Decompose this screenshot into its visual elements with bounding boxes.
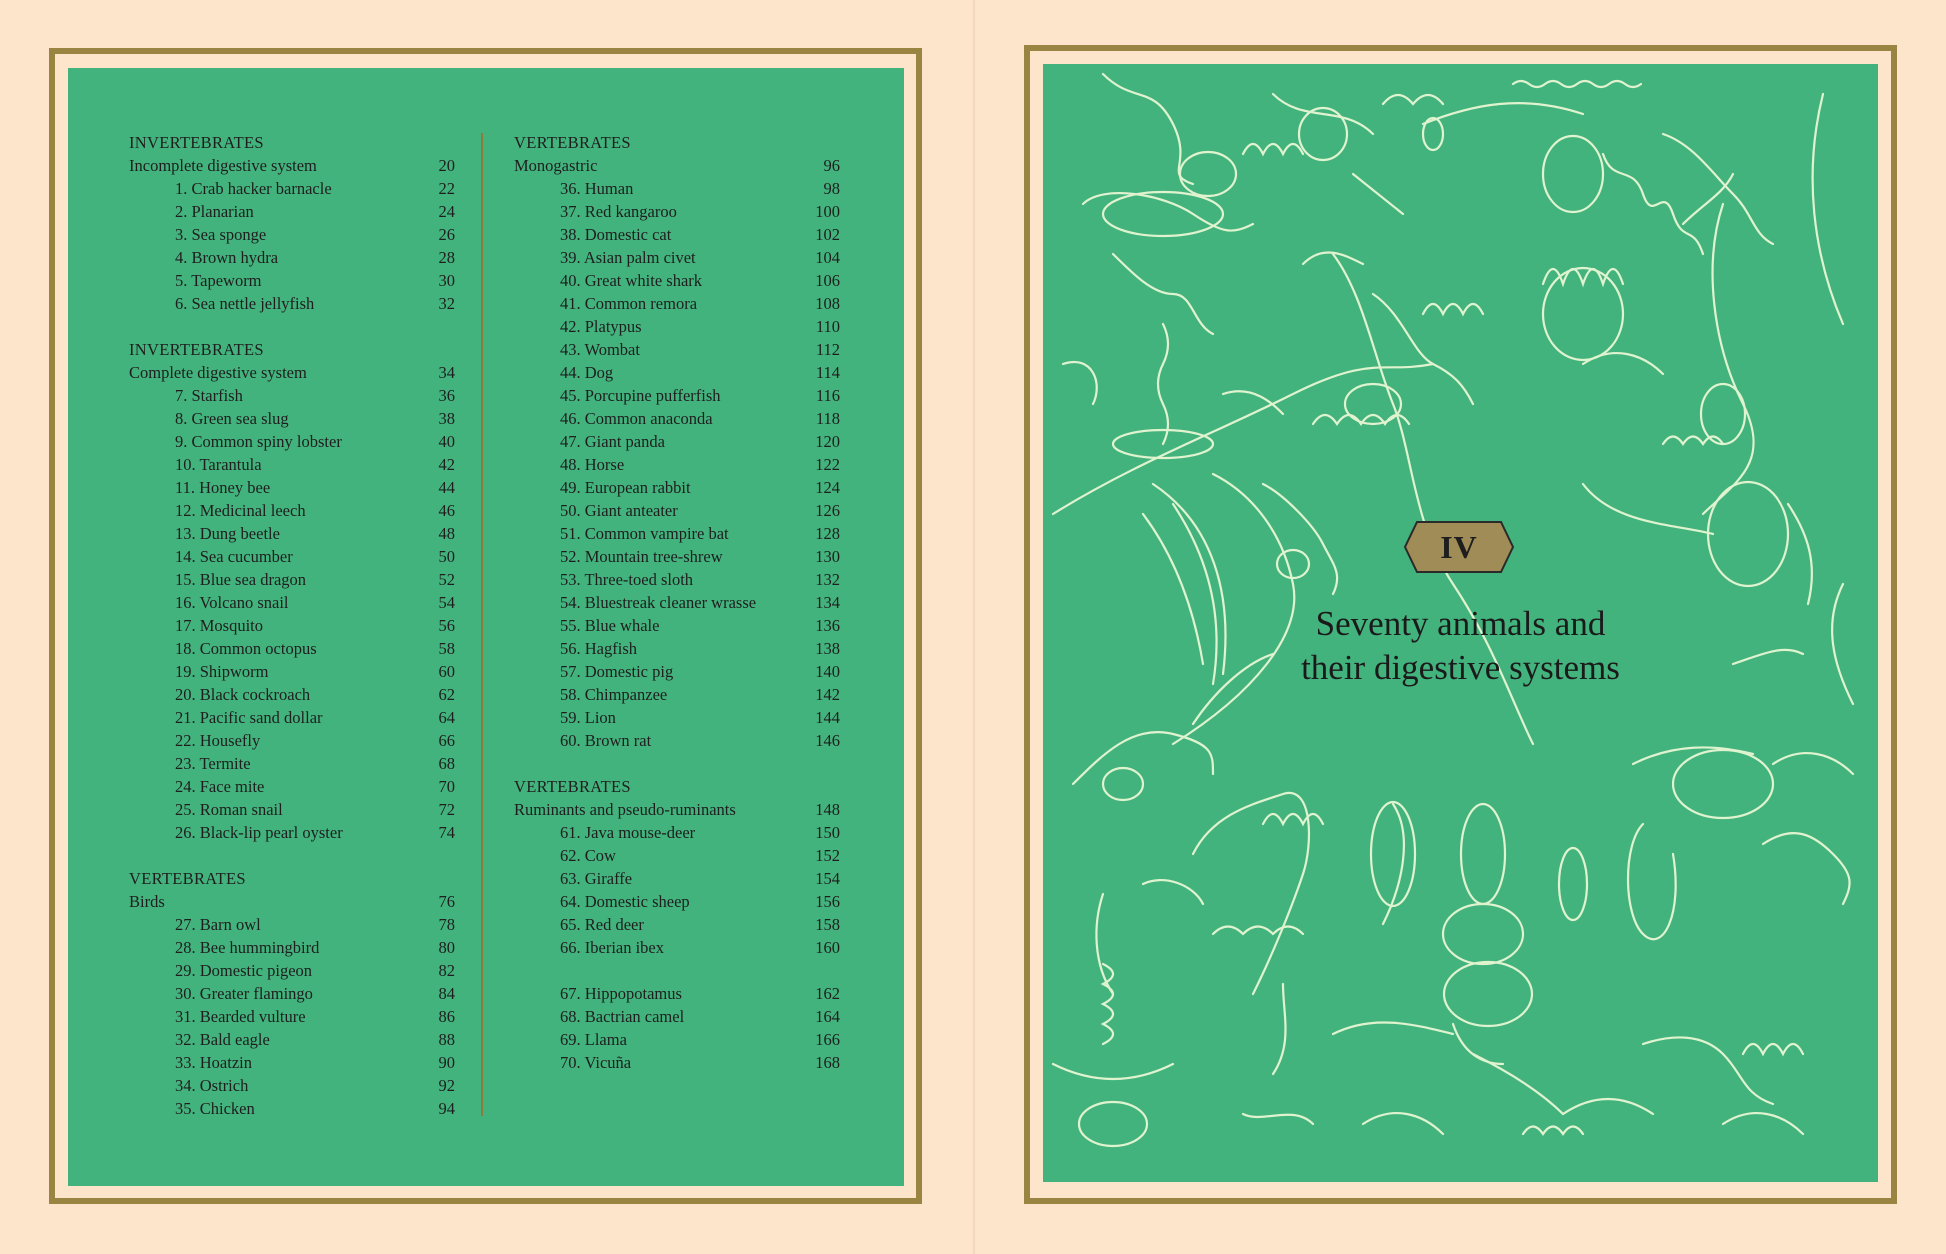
toc-entry[interactable] [514, 844, 840, 867]
toc-page-number: 116 [815, 386, 840, 405]
toc-entry-label: 18. Common octopus [175, 639, 317, 658]
toc-entry[interactable] [514, 292, 840, 315]
toc-entry-label: 39. Asian palm civet [560, 248, 696, 267]
toc-page-number: 100 [815, 202, 840, 221]
toc-entry-label: 10. Tarantula [175, 455, 262, 474]
toc-entry-label: 29. Domestic pigeon [175, 961, 313, 980]
toc-page-number: 132 [815, 570, 840, 589]
toc-subheading-row[interactable] [129, 154, 455, 177]
toc-entry-label: 66. Iberian ibex [560, 938, 665, 957]
toc-section-heading [129, 131, 455, 154]
toc-page-number: 20 [438, 156, 455, 175]
toc-page-number: 90 [438, 1053, 455, 1072]
toc-entry-label: 22. Housefly [175, 731, 261, 750]
toc-entry[interactable] [514, 614, 840, 637]
toc-entry-label: 68. Bactrian camel [560, 1007, 685, 1026]
toc-entry[interactable] [129, 729, 455, 752]
toc-entry[interactable] [129, 959, 455, 982]
toc-page-number: 32 [438, 294, 455, 313]
toc-entry[interactable] [514, 384, 840, 407]
toc-entry[interactable] [129, 200, 455, 223]
toc-entry-label: 17. Mosquito [175, 616, 264, 635]
toc-entry[interactable] [129, 660, 455, 683]
toc-heading-label: VERTEBRATES [129, 869, 246, 888]
toc-page-number: 76 [438, 892, 455, 911]
toc-entry-label: 8. Green sea slug [175, 409, 289, 428]
toc-section [514, 131, 840, 752]
toc-entry-label: 32. Bald eagle [175, 1030, 270, 1049]
toc-entry[interactable] [514, 361, 840, 384]
toc-entry-label: 40. Great white shark [560, 271, 703, 290]
toc-entry-label: 12. Medicinal leech [175, 501, 306, 520]
toc-entry[interactable] [129, 591, 455, 614]
toc-entry-label: 5. Tapeworm [175, 271, 262, 290]
toc-entry[interactable] [514, 453, 840, 476]
book-spine [973, 0, 975, 1254]
toc-entry[interactable] [129, 430, 455, 453]
toc-page-number: 44 [438, 478, 455, 497]
toc-page-number: 82 [438, 961, 455, 980]
toc-page-number: 140 [815, 662, 840, 681]
toc-entry-label: 9. Common spiny lobster [175, 432, 342, 451]
toc-page-number: 68 [438, 754, 455, 773]
toc-page-number: 112 [815, 340, 840, 359]
toc-section-heading [129, 867, 455, 890]
toc-entry[interactable] [514, 867, 840, 890]
toc-entry-label: 19. Shipworm [175, 662, 269, 681]
toc-entry[interactable] [129, 637, 455, 660]
toc-page-number: 102 [815, 225, 840, 244]
toc-page-number: 158 [815, 915, 840, 934]
toc-page-number: 154 [815, 869, 840, 888]
toc-entry[interactable] [129, 1005, 455, 1028]
toc-entry-label: 41. Common remora [560, 294, 698, 313]
toc-entry-label: 60. Brown rat [560, 731, 652, 750]
toc-entry[interactable] [129, 775, 455, 798]
toc-entry-label: 33. Hoatzin [175, 1053, 252, 1072]
toc-entry[interactable] [514, 890, 840, 913]
toc-page-number: 124 [815, 478, 840, 497]
toc-entry-label: 70. Vicuña [560, 1053, 632, 1072]
toc-entry-label: 26. Black-lip pearl oyster [175, 823, 343, 842]
toc-page-number: 136 [815, 616, 840, 635]
toc-entry[interactable] [129, 223, 455, 246]
chapter-number: IV [1440, 529, 1478, 565]
toc-entry-label: 24. Face mite [175, 777, 265, 796]
toc-page-number: 96 [823, 156, 840, 175]
toc-entry[interactable] [129, 913, 455, 936]
toc-entry[interactable] [129, 177, 455, 200]
toc-page-number: 86 [438, 1007, 455, 1026]
toc-page-number: 84 [438, 984, 455, 1003]
toc-page-number: 148 [815, 800, 840, 819]
toc-entry[interactable] [514, 177, 840, 200]
toc-page-number: 26 [438, 225, 455, 244]
toc-entry-label: 63. Giraffe [560, 869, 633, 888]
toc-entry[interactable] [129, 821, 455, 844]
toc-entry[interactable] [129, 614, 455, 637]
toc-entry-label: 36. Human [560, 179, 634, 198]
toc-page-number: 164 [815, 1007, 840, 1026]
toc-entry-label: 6. Sea nettle jellyfish [175, 294, 315, 313]
toc-entry[interactable] [129, 522, 455, 545]
toc-entry[interactable] [514, 499, 840, 522]
toc-entry[interactable] [129, 1028, 455, 1051]
toc-entry-label: 27. Barn owl [175, 915, 261, 934]
toc-entry[interactable] [129, 476, 455, 499]
toc-entry-label: 53. Three-toed sloth [560, 570, 694, 589]
toc-entry[interactable] [514, 269, 840, 292]
toc-entry[interactable] [514, 660, 840, 683]
chapter-title [1223, 602, 1698, 690]
column-divider [481, 133, 483, 1116]
toc-entry[interactable] [514, 200, 840, 223]
toc-page-number: 94 [438, 1099, 455, 1118]
toc-entry[interactable] [514, 522, 840, 545]
toc-entry-label: 34. Ostrich [175, 1076, 249, 1095]
toc-entry-label: 30. Greater flamingo [175, 984, 313, 1003]
toc-page-number: 120 [815, 432, 840, 451]
toc-entry-label: 3. Sea sponge [175, 225, 267, 244]
toc-entry[interactable] [514, 1005, 840, 1028]
toc-entry-label: 61. Java mouse-deer [560, 823, 696, 842]
toc-entry[interactable] [129, 1074, 455, 1097]
toc-page-number: 160 [815, 938, 840, 957]
toc-entry-label: 48. Horse [560, 455, 625, 474]
toc-section-heading [514, 131, 840, 154]
toc-page-number: 58 [438, 639, 455, 658]
toc-entry[interactable] [514, 246, 840, 269]
toc-entry-label: 37. Red kangaroo [560, 202, 677, 221]
toc-page-number: 28 [438, 248, 455, 267]
toc-entry-label: 64. Domestic sheep [560, 892, 690, 911]
toc-section [129, 867, 455, 1120]
toc-page-number: 110 [815, 317, 840, 336]
toc-entry-label: 57. Domestic pig [560, 662, 674, 681]
chapter-title-line-2: their digestive systems [1301, 648, 1620, 687]
toc-page-number: 146 [815, 731, 840, 750]
toc-entry[interactable] [514, 982, 840, 1005]
toc-entry-label: 35. Chicken [175, 1099, 255, 1118]
toc-entry-label: 58. Chimpanzee [560, 685, 668, 704]
toc-page-number: 24 [438, 202, 455, 221]
contents-column-left [129, 131, 455, 1143]
toc-page-number: 48 [438, 524, 455, 543]
toc-section-heading [129, 338, 455, 361]
toc-subheading-label: Monogastric [514, 156, 598, 175]
toc-entry-label: 46. Common anaconda [560, 409, 713, 428]
toc-subheading-row[interactable] [514, 154, 840, 177]
toc-entry-label: 13. Dung beetle [175, 524, 280, 543]
toc-page-number: 156 [815, 892, 840, 911]
toc-section [129, 131, 455, 315]
toc-entry-label: 45. Porcupine pufferfish [560, 386, 721, 405]
toc-page-number: 64 [438, 708, 455, 727]
toc-subheading-label: Complete digestive system [129, 363, 307, 382]
toc-entry-label: 43. Wombat [560, 340, 640, 359]
toc-entry[interactable] [129, 936, 455, 959]
toc-page-number: 42 [438, 455, 455, 474]
toc-section [129, 338, 455, 844]
toc-page-number: 34 [438, 363, 455, 382]
toc-entry-label: 49. European rabbit [560, 478, 691, 497]
contents-column-right [514, 131, 840, 1097]
toc-subheading-label: Incomplete digestive system [129, 156, 317, 175]
chapter-title-line-1: Seventy animals and [1315, 604, 1606, 643]
toc-entry[interactable] [514, 683, 840, 706]
toc-entry[interactable] [514, 476, 840, 499]
toc-entry[interactable] [129, 1097, 455, 1120]
toc-entry[interactable] [514, 637, 840, 660]
toc-page-number: 50 [438, 547, 455, 566]
toc-entry[interactable] [514, 729, 840, 752]
toc-entry[interactable] [514, 1051, 840, 1074]
toc-entry[interactable] [129, 798, 455, 821]
toc-subheading-label: Ruminants and pseudo-ruminants [514, 800, 736, 819]
toc-entry[interactable] [129, 1051, 455, 1074]
toc-page-number: 56 [438, 616, 455, 635]
toc-page-number: 130 [815, 547, 840, 566]
toc-entry-label: 14. Sea cucumber [175, 547, 293, 566]
toc-entry-label: 67. Hippopotamus [560, 984, 682, 1003]
toc-entry-label: 15. Blue sea dragon [175, 570, 307, 589]
toc-entry-label: 11. Honey bee [175, 478, 271, 497]
toc-page-number: 22 [438, 179, 455, 198]
toc-entry-label: 69. Llama [560, 1030, 627, 1049]
toc-page-number: 88 [438, 1030, 455, 1049]
toc-entry-label: 59. Lion [560, 708, 616, 727]
toc-entry-label: 7. Starfish [175, 386, 243, 405]
toc-page-number: 70 [438, 777, 455, 796]
toc-entry[interactable] [129, 568, 455, 591]
toc-page-number: 134 [815, 593, 840, 612]
toc-entry[interactable] [514, 223, 840, 246]
toc-page-number: 168 [815, 1053, 840, 1072]
toc-entry[interactable] [129, 752, 455, 775]
toc-page-number: 30 [438, 271, 455, 290]
toc-entry-label: 28. Bee hummingbird [175, 938, 320, 957]
toc-subheading-row[interactable] [129, 890, 455, 913]
toc-entry-label: 54. Bluestreak cleaner wrasse [560, 593, 757, 612]
toc-entry-label: 25. Roman snail [175, 800, 283, 819]
toc-page-number: 128 [815, 524, 840, 543]
toc-entry-label: 16. Volcano snail [175, 593, 289, 612]
toc-page-number: 66 [438, 731, 455, 750]
toc-page-number: 36 [438, 386, 455, 405]
toc-entry-label: 44. Dog [560, 363, 614, 382]
toc-entry-label: 52. Mountain tree-shrew [560, 547, 723, 566]
toc-entry-label: 31. Bearded vulture [175, 1007, 306, 1026]
toc-entry[interactable] [129, 246, 455, 269]
toc-entry[interactable] [514, 407, 840, 430]
toc-page-number: 38 [438, 409, 455, 428]
toc-entry[interactable] [514, 936, 840, 959]
toc-page-number: 60 [438, 662, 455, 681]
toc-page-number: 138 [815, 639, 840, 658]
toc-entry[interactable] [514, 568, 840, 591]
toc-entry[interactable] [129, 269, 455, 292]
toc-entry-label: 23. Termite [175, 754, 251, 773]
toc-entry[interactable] [514, 1028, 840, 1051]
toc-entry-label: 62. Cow [560, 846, 616, 865]
toc-entry[interactable] [514, 821, 840, 844]
toc-entry[interactable] [514, 706, 840, 729]
toc-entry-label: 4. Brown hydra [175, 248, 279, 267]
toc-entry-label: 47. Giant panda [560, 432, 665, 451]
toc-entry[interactable] [514, 430, 840, 453]
toc-page-number: 162 [815, 984, 840, 1003]
toc-page-number: 78 [438, 915, 455, 934]
toc-page-number: 166 [815, 1030, 840, 1049]
toc-entry-label: 21. Pacific sand dollar [175, 708, 323, 727]
toc-subheading-row[interactable] [129, 361, 455, 384]
toc-gap [514, 959, 840, 982]
toc-page-number: 52 [438, 570, 455, 589]
toc-entry-label: 50. Giant anteater [560, 501, 678, 520]
toc-entry-label: 56. Hagfish [560, 639, 637, 658]
toc-entry[interactable] [129, 292, 455, 315]
toc-page-number: 142 [815, 685, 840, 704]
toc-page-number: 40 [438, 432, 455, 451]
toc-page-number: 98 [823, 179, 840, 198]
toc-entry-label: 1. Crab hacker barnacle [175, 179, 332, 198]
toc-heading-label: INVERTEBRATES [129, 340, 264, 359]
toc-heading-label: INVERTEBRATES [129, 133, 264, 152]
toc-heading-label: VERTEBRATES [514, 777, 631, 796]
toc-entry-label: 2. Planarian [175, 202, 254, 221]
toc-page-number: 46 [438, 501, 455, 520]
toc-section [514, 775, 840, 1074]
toc-page-number: 74 [438, 823, 455, 842]
toc-entry[interactable] [514, 315, 840, 338]
toc-page-number: 92 [438, 1076, 455, 1095]
toc-entry-label: 55. Blue whale [560, 616, 660, 635]
toc-page-number: 54 [438, 593, 455, 612]
toc-entry[interactable] [129, 545, 455, 568]
toc-subheading-label: Birds [129, 892, 165, 911]
toc-page-number: 118 [815, 409, 840, 428]
toc-page-number: 122 [815, 455, 840, 474]
toc-entry-label: 20. Black cockroach [175, 685, 311, 704]
toc-page-number: 72 [438, 800, 455, 819]
toc-heading-label: VERTEBRATES [514, 133, 631, 152]
toc-subheading-row[interactable] [514, 798, 840, 821]
toc-entry[interactable] [129, 706, 455, 729]
toc-page-number: 152 [815, 846, 840, 865]
toc-page-number: 106 [815, 271, 840, 290]
toc-entry[interactable] [514, 913, 840, 936]
toc-page-number: 150 [815, 823, 840, 842]
toc-entry[interactable] [514, 591, 840, 614]
toc-page-number: 62 [438, 685, 455, 704]
toc-entry[interactable] [129, 407, 455, 430]
toc-entry[interactable] [129, 453, 455, 476]
toc-page-number: 114 [815, 363, 840, 382]
toc-entry-label: 65. Red deer [560, 915, 644, 934]
toc-entry-label: 38. Domestic cat [560, 225, 672, 244]
toc-page-number: 126 [815, 501, 840, 520]
toc-entry[interactable] [129, 982, 455, 1005]
toc-entry[interactable] [129, 683, 455, 706]
toc-entry[interactable] [129, 384, 455, 407]
toc-entry-label: 42. Platypus [560, 317, 642, 336]
toc-page-number: 104 [815, 248, 840, 267]
toc-entry[interactable] [514, 545, 840, 568]
toc-page-number: 144 [815, 708, 840, 727]
toc-page-number: 108 [815, 294, 840, 313]
toc-entry-label: 51. Common vampire bat [560, 524, 729, 543]
toc-entry[interactable] [514, 338, 840, 361]
toc-page-number: 80 [438, 938, 455, 957]
toc-entry[interactable] [129, 499, 455, 522]
toc-section-heading [514, 775, 840, 798]
